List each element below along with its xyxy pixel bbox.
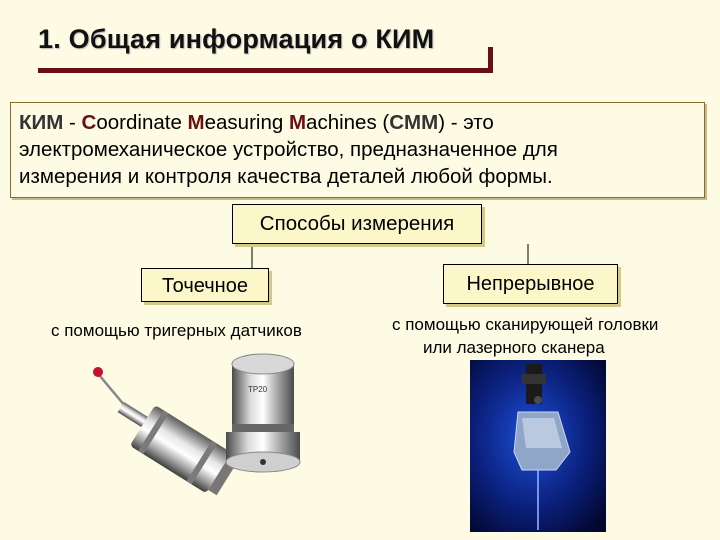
machines-rest: achines (: [306, 111, 390, 134]
stylus-ball: [93, 367, 103, 377]
definition-line-2: электромеханическое устройство, предназначенное для: [19, 138, 558, 161]
definition-after-cmm: ) - это: [438, 111, 494, 134]
point-method-box: Точечное: [141, 268, 269, 302]
probe-label: TP20: [248, 385, 268, 394]
m-letter: M: [187, 111, 205, 134]
probe-body-2: [226, 354, 300, 472]
cmm-abbr: CMM: [389, 111, 439, 134]
continuous-description-line-1: с помощью сканирующей головки: [392, 315, 659, 334]
page-title: 1. Общая информация о КИМ: [38, 24, 435, 54]
c-letter: C: [81, 111, 97, 134]
continuous-description-line-2: или лазерного сканера: [423, 338, 605, 357]
trigger-probes-image: [84, 352, 324, 500]
probe-body-1: [106, 390, 240, 499]
coordinate-rest: oordinate: [96, 111, 188, 134]
kim-abbr: КИМ: [19, 111, 64, 134]
continuous-method-box: Непрерывное: [443, 264, 618, 304]
definition-line-3: измерения и контроля качества деталей любой формы.: [19, 165, 553, 188]
methods-box: Способы измерения: [232, 204, 482, 244]
measuring-rest: easuring: [204, 111, 289, 134]
point-method-description: с помощью тригерных датчиков: [51, 321, 302, 340]
m2-letter: M: [288, 111, 307, 134]
scanning-head-image: [470, 360, 606, 532]
definition-dash: -: [63, 111, 82, 134]
